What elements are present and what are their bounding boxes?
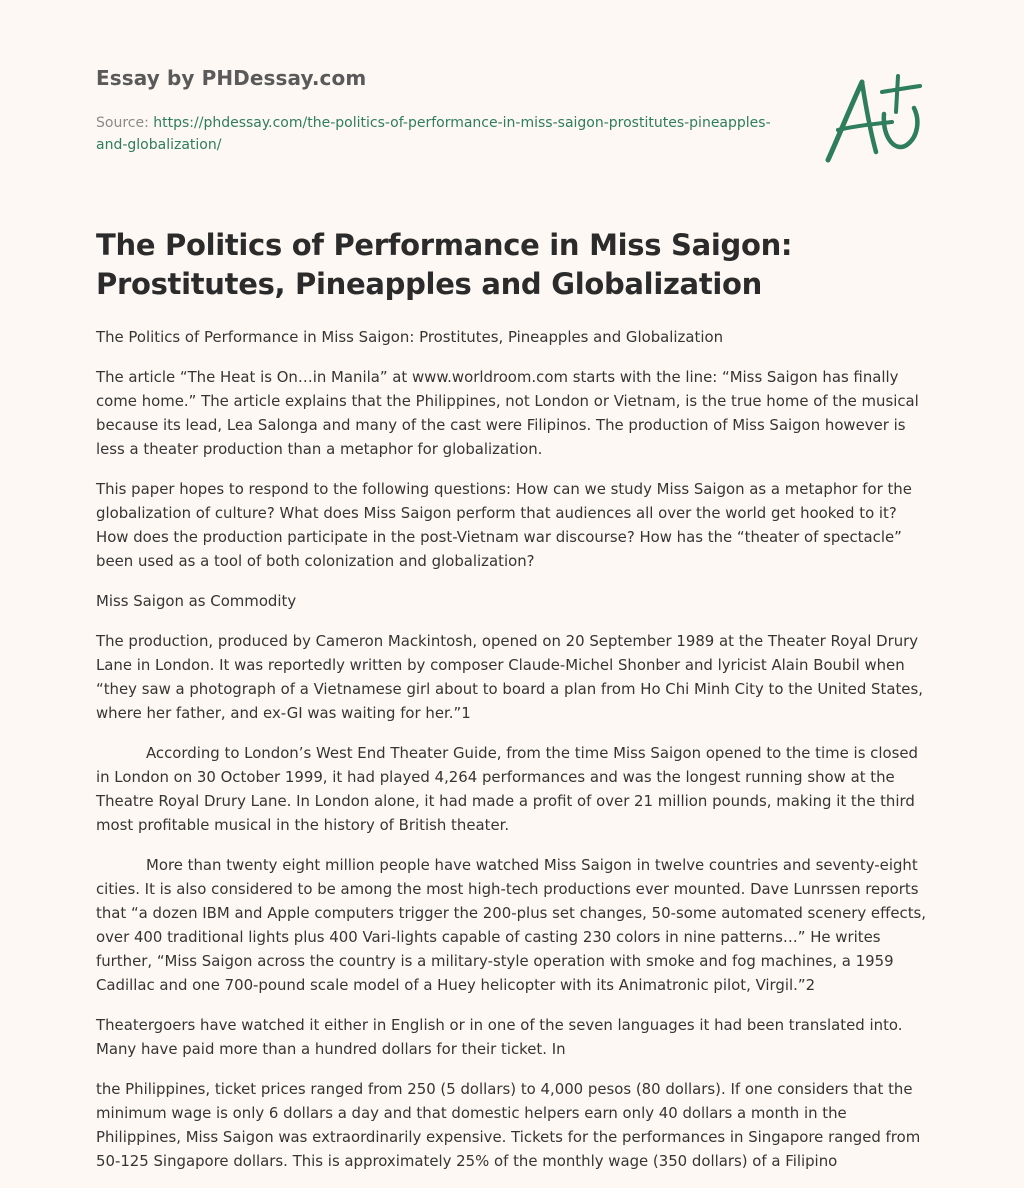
essay-paragraph: Theatergoers have watched it either in English or in one of the seven languages it had been translated into. Many have paid more than a hundred dollars for their ticket. In	[96, 1016, 903, 1058]
source-line	[96, 112, 796, 156]
brand-heading: Essay by PHDessay.com	[96, 66, 367, 90]
essay-paragraph: The Politics of Performance in Miss Saigon: Prostitutes, Pineapples and Globalization	[96, 328, 724, 346]
source-link[interactable]: https://phdessay.com/the-politics-of-performance-in-miss-saigon-prostitutes-pineapples-and-globalization/	[96, 115, 771, 153]
section-heading: Miss Saigon as Commodity	[96, 592, 297, 610]
essay-title: The Politics of Performance in Miss Saigon: Prostitutes, Pineapples and Globalization	[96, 228, 793, 301]
essay-paragraph: The article “The Heat is On…in Manila” at www.worldroom.com starts with the line: “Miss Saigon has finally come home.” The article explains that the Philippines, not London or Vietnam, is the true home of the musical because its lead, Lea Salonga and many of the cast were Filipinos. The production of Miss Saigon however is less a theater production than a metaphor for globalization.	[96, 368, 919, 458]
essay-paragraph: the Philippines, ticket prices ranged from 250 (5 dollars) to 4,000 pesos (80 dollars). If one considers that the minimum wage is only 6 dollars a day and that domestic helpers earn only 40 dollars a month in the Philippines, Miss Saigon was extraordinarily expensive. Tickets for the performances in Singapore ranged from 50-125 Singapore dollars. This is approximately 25% of the monthly wage (350 dollars) of a Filipino	[96, 1080, 921, 1170]
essay-paragraph: According to London’s West End Theater Guide, from the time Miss Saigon opened to the time is closed in London on 30 October 1999, it had played 4,264 performances and was the longest running show at the Theatre Royal Drury Lane. In London alone, it had made a profit of over 21 million pounds, making it the third most profitable musical in the history of British theater.	[96, 744, 918, 834]
essay-paragraph: This paper hopes to respond to the following questions: How can we study Miss Saigon as a metaphor for the globalization of culture? What does Miss Saigon perform that audiences all over the world get hooked to it? How does the production participate in the post-Vietnam war discourse? How has the “theater of spectacle” been used as a tool of both colonization and globalization?	[96, 480, 912, 570]
essay-paragraph: More than twenty eight million people have watched Miss Saigon in twelve countries and seventy-eight cities. It is also considered to be among the most high-tech productions ever mounted. Dave Lunrssen reports that “a dozen IBM and Apple computers trigger the 200-plus set changes, 50-some automated scenery effects, over 400 traditional lights plus 400 Vari-lights capable of casting 230 colors in nine patterns…” He writes further, “Miss Saigon across the country is a military-style operation with smoke and fog machines, a 1959 Cadillac and one 700-pound scale model of a Huey helicopter with its Animatronic pilot, Virgil.”2	[96, 856, 927, 994]
essay-body	[96, 325, 932, 1188]
source-label: Source:	[96, 115, 154, 131]
essay-paragraph: The production, produced by Cameron Mackintosh, opened on 20 September 1989 at the Theater Royal Drury Lane in London. It was reportedly written by composer Claude-Michel Shonber and lyricist Alain Boubil when “they saw a photograph of a Vietnamese girl about to board a plan from Ho Chi Minh City to the United States, where her father, and ex-GI was waiting for her.”1	[96, 632, 923, 722]
a-plus-logo-icon	[820, 68, 930, 168]
